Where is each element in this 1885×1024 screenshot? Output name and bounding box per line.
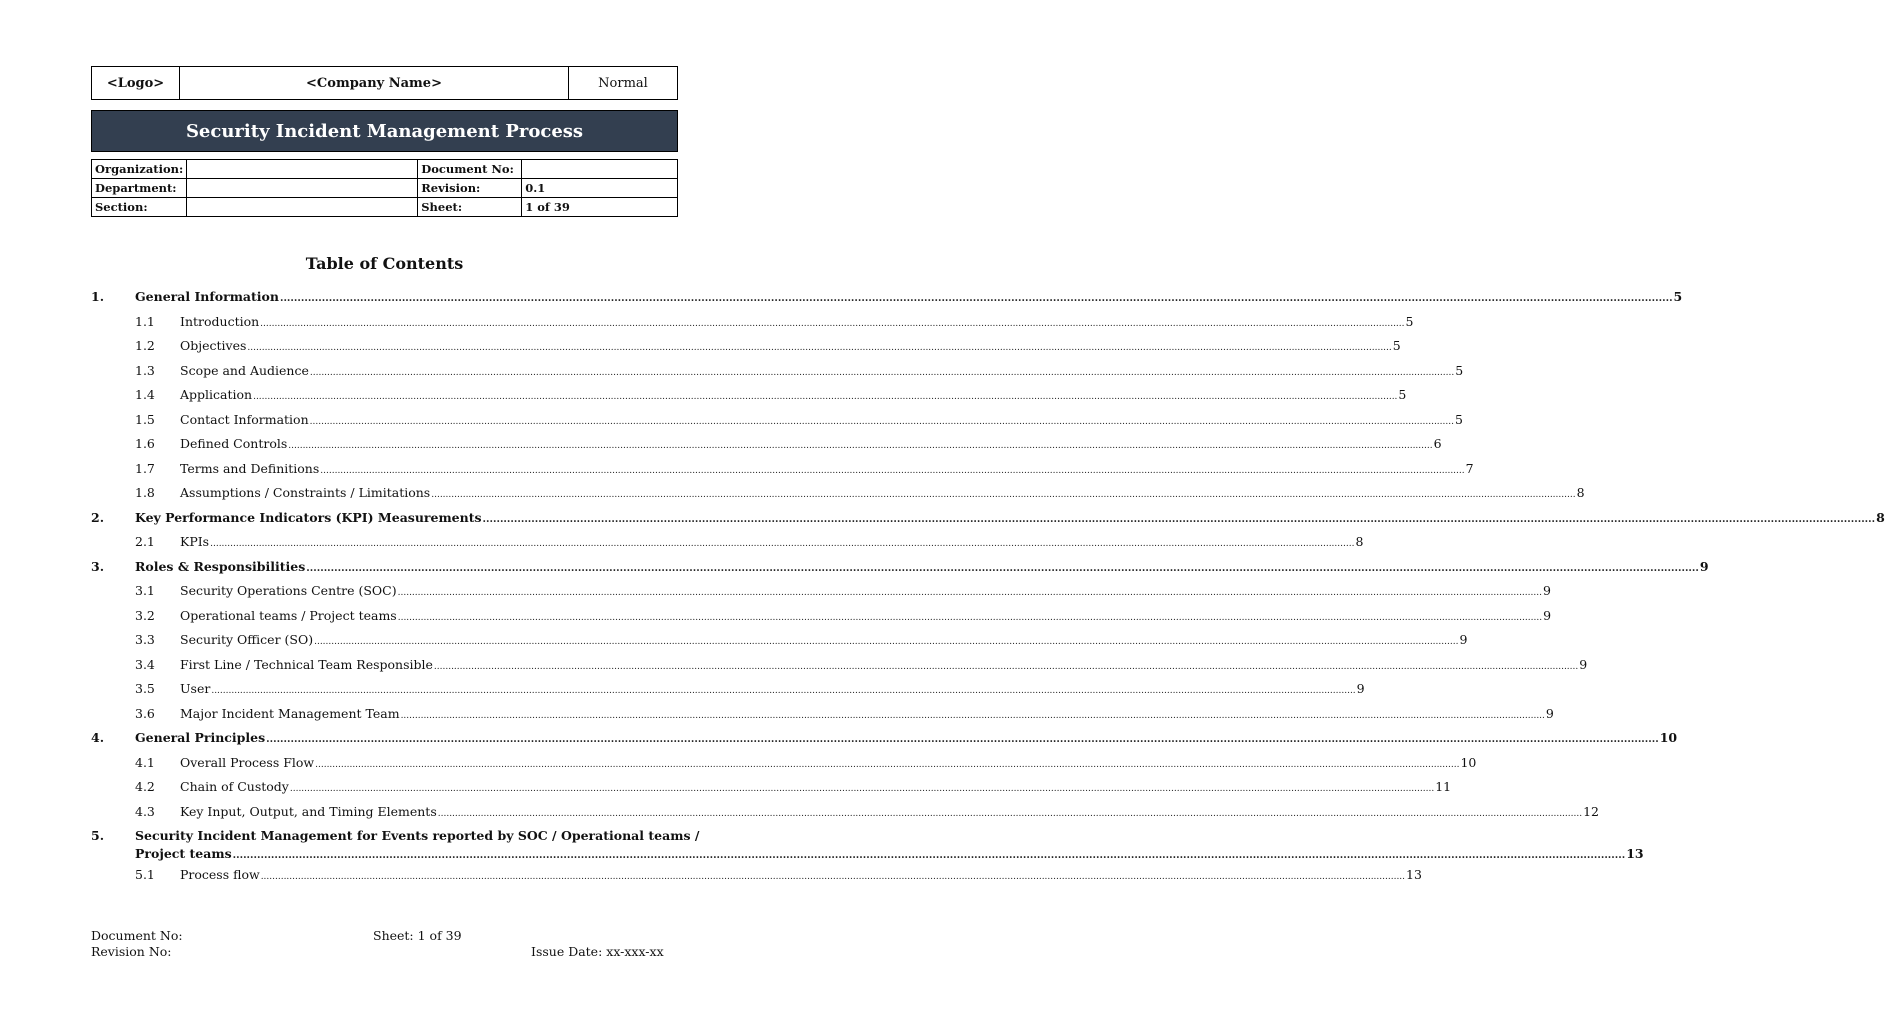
footer-revision-no: Revision No: <box>91 944 172 959</box>
toc-entry-label: Terms and Definitions <box>180 460 320 476</box>
toc-entry-number: 3.6 <box>135 705 155 721</box>
toc-entry[interactable] <box>91 460 1474 486</box>
toc-leader-dots: ................................................................................................................................................................................................................................................................................................................................................................................................................ <box>437 808 1583 819</box>
toc-entry-label: Key Performance Indicators (KPI) Measurements <box>135 509 482 525</box>
toc-entry-page: 6 <box>1433 436 1442 451</box>
toc-entry-number: 3.1 <box>135 583 155 598</box>
toc-entry-label: Defined Controls <box>180 436 288 451</box>
toc-leader-dots: ................................................................................................................................................................................................................................................................................................................................................................................................................ <box>309 367 1455 378</box>
department-value <box>187 179 418 198</box>
section-label: Section: <box>92 198 187 217</box>
toc-leader-dots: ................................................................................................................................................................................................................................................................................................................................................................................................................ <box>397 612 1543 623</box>
classification-label: Normal <box>598 75 648 91</box>
meta-row <box>92 179 678 198</box>
toc-leader-dots: ................................................................................................................................................................................................................................................................................................................................................................................................................ <box>320 465 1465 476</box>
toc-entry[interactable] <box>91 828 1644 861</box>
document-no-label: Document No: <box>418 160 522 179</box>
toc-leader-dots: ................................................................................................................................................................................................................................................................................................................................................................................................................ <box>211 686 1356 696</box>
toc-entry-page: 5 <box>1454 411 1463 427</box>
toc-leader-dots: ................................................................................................................................................................................................................................................................................................................................................................................................................ <box>260 872 1406 882</box>
toc-entry-page: 13 <box>1626 846 1644 861</box>
toc-entry-page: 9 <box>1356 681 1365 696</box>
toc-leader-dots: ................................................................................................................................................................................................................................................................................................................................................................................................................ <box>431 490 1576 500</box>
toc-entry-label: First Line / Technical Team Responsible <box>180 656 433 672</box>
toc-entry-number: 3.4 <box>135 656 155 672</box>
toc-entry-number: 1.4 <box>135 387 155 402</box>
document-meta-table <box>91 159 678 217</box>
toc-entry[interactable] <box>91 632 1468 657</box>
toc-title: Table of Contents <box>305 254 464 273</box>
toc-entry-label: KPIs <box>180 534 210 549</box>
toc-entry[interactable] <box>91 387 1407 412</box>
toc-entry[interactable] <box>91 362 1464 388</box>
toc-entry-label: General Information <box>135 289 279 304</box>
document-title: Security Incident Management Process <box>91 110 678 152</box>
toc-entry-label: Scope and Audience <box>180 362 309 378</box>
toc-entry[interactable] <box>91 338 1401 363</box>
toc-entry-number: 3.2 <box>135 607 155 623</box>
toc-entry-number: 1.1 <box>135 313 155 329</box>
meta-row <box>92 198 678 217</box>
document-no-value <box>522 160 678 179</box>
toc-entry-label: Chain of Custody <box>180 779 289 794</box>
toc-entry[interactable] <box>91 754 1477 780</box>
toc-entry-label: Security Operations Centre (SOC) <box>180 583 397 598</box>
toc-leader-dots: ................................................................................................................................................................................................................................................................................................................................................................................................................ <box>279 293 1673 304</box>
toc-entry[interactable] <box>91 509 1885 535</box>
toc-entry[interactable] <box>91 803 1599 829</box>
sheet-value: 1 of 39 <box>522 198 678 217</box>
toc-entry-page: 5 <box>1455 362 1464 378</box>
toc-entry-number: 4.2 <box>135 779 155 794</box>
toc-entry[interactable] <box>91 730 1678 755</box>
footer-document-no: Document No: <box>91 928 183 943</box>
toc-leader-dots: ................................................................................................................................................................................................................................................................................................................................................................................................................ <box>266 734 1659 745</box>
toc-entry-number: 3.5 <box>135 681 155 696</box>
toc-entry[interactable] <box>91 867 1422 892</box>
toc-entry-number: 4.3 <box>135 803 155 819</box>
toc-entry-label: User <box>180 681 211 696</box>
toc-entry-number: 1.7 <box>135 460 155 476</box>
toc-entry-number: 4.1 <box>135 754 155 770</box>
toc-entry-page: 7 <box>1465 460 1474 476</box>
toc-entry-page: 8 <box>1876 509 1885 525</box>
toc-entry-number: 5. <box>91 828 105 843</box>
toc-leader-dots: ................................................................................................................................................................................................................................................................................................................................................................................................................ <box>482 513 1876 525</box>
toc-entry[interactable] <box>91 436 1442 461</box>
toc-entry-page: 9 <box>1542 583 1551 598</box>
toc-leader-dots: ................................................................................................................................................................................................................................................................................................................................................................................................................ <box>306 562 1699 574</box>
toc-leader-dots: ................................................................................................................................................................................................................................................................................................................................................................................................................ <box>315 759 1460 770</box>
toc-entry-page: 9 <box>1543 607 1552 623</box>
toc-entry-number: 1. <box>91 289 105 304</box>
toc-entry-page: 10 <box>1460 754 1477 770</box>
toc-entry-label: Security Officer (SO) <box>180 632 314 647</box>
toc-entry-label: Major Incident Management Team <box>180 705 400 721</box>
department-label: Department: <box>92 179 187 198</box>
toc-entry-page: 5 <box>1392 338 1401 353</box>
toc-entry-label: Key Input, Output, and Timing Elements <box>180 803 437 819</box>
toc-leader-dots: ................................................................................................................................................................................................................................................................................................................................................................................................................ <box>309 416 1454 427</box>
header-box <box>91 66 678 100</box>
toc-leader-dots: ................................................................................................................................................................................................................................................................................................................................................................................................................ <box>289 784 1435 794</box>
toc-entry-label: Operational teams / Project teams <box>180 607 397 623</box>
toc-entry-label: Security Incident Management for Events reported by SOC / Operational teams / <box>135 828 700 843</box>
toc-entry-label: Assumptions / Constraints / Limitations <box>180 485 431 500</box>
toc-entry[interactable] <box>91 656 1588 682</box>
toc-leader-dots: ................................................................................................................................................................................................................................................................................................................................................................................................................ <box>260 318 1405 329</box>
toc-entry-label: General Principles <box>135 730 266 745</box>
toc-entry-page: 5 <box>1405 313 1414 329</box>
toc-entry-page: 5 <box>1398 387 1407 402</box>
toc-leader-dots: ................................................................................................................................................................................................................................................................................................................................................................................................................ <box>397 588 1542 598</box>
toc-entry-number: 2. <box>91 509 105 525</box>
meta-row <box>92 160 678 179</box>
toc-entry[interactable] <box>91 289 1683 314</box>
table-of-contents <box>91 289 1885 892</box>
toc-entry-page: 11 <box>1435 779 1452 794</box>
toc-entry-page: 8 <box>1355 534 1364 549</box>
toc-entry-number: 3.3 <box>135 632 155 647</box>
toc-entry-label: Application <box>180 387 253 402</box>
toc-entry[interactable] <box>91 607 1552 633</box>
toc-leader-dots: ................................................................................................................................................................................................................................................................................................................................................................................................................ <box>400 710 1545 721</box>
document-page <box>91 66 1885 892</box>
toc-entry[interactable] <box>91 313 1414 339</box>
toc-entry-label-continued: Project teams <box>135 846 232 861</box>
revision-label: Revision: <box>418 179 522 198</box>
toc-entry-number: 1.8 <box>135 485 155 500</box>
toc-entry-label: Roles & Responsibilities <box>135 558 306 574</box>
toc-leader-dots: ................................................................................................................................................................................................................................................................................................................................................................................................................ <box>288 441 1433 451</box>
toc-entry-page: 5 <box>1673 289 1683 304</box>
logo-placeholder: <Logo> <box>92 67 180 99</box>
organization-label: Organization: <box>92 160 187 179</box>
toc-entry-number: 3. <box>91 558 105 574</box>
toc-entry-number: 1.5 <box>135 411 155 427</box>
toc-entry-page: 12 <box>1583 803 1599 819</box>
footer-sheet: Sheet: 1 of 39 <box>373 928 462 943</box>
toc-entry[interactable] <box>91 779 1452 804</box>
toc-entry[interactable] <box>91 558 1709 584</box>
toc-entry-label: Contact Information <box>180 411 309 427</box>
toc-leader-dots: ................................................................................................................................................................................................................................................................................................................................................................................................................ <box>253 392 1398 402</box>
toc-entry[interactable] <box>91 534 1364 559</box>
toc-entry-number: 1.3 <box>135 362 155 378</box>
toc-entry-label: Overall Process Flow <box>180 754 315 770</box>
toc-leader-dots: ................................................................................................................................................................................................................................................................................................................................................................................................................ <box>433 661 1579 672</box>
toc-entry[interactable] <box>91 485 1585 510</box>
toc-entry[interactable] <box>91 411 1463 437</box>
toc-entry-number: 4. <box>91 730 105 745</box>
toc-entry[interactable] <box>91 681 1365 706</box>
footer-issue-date: Issue Date: xx-xxx-xx <box>531 944 664 959</box>
toc-entry-page: 10 <box>1659 730 1678 745</box>
toc-entry[interactable] <box>91 705 1554 731</box>
toc-entry-number: 5.1 <box>135 867 155 882</box>
toc-leader-dots: ................................................................................................................................................................................................................................................................................................................................................................................................................ <box>232 850 1626 861</box>
toc-entry-number: 1.2 <box>135 338 155 353</box>
toc-entry-page: 9 <box>1579 656 1588 672</box>
toc-entry-number: 2.1 <box>135 534 155 549</box>
section-value <box>187 198 418 217</box>
toc-entry-page: 8 <box>1576 485 1585 500</box>
organization-value <box>187 160 418 179</box>
sheet-label: Sheet: <box>418 198 522 217</box>
toc-leader-dots: ................................................................................................................................................................................................................................................................................................................................................................................................................ <box>210 539 1355 549</box>
revision-value: 0.1 <box>522 179 678 198</box>
toc-entry-number: 1.6 <box>135 436 155 451</box>
toc-entry-page: 9 <box>1699 558 1709 574</box>
company-name: <Company Name> <box>180 67 569 99</box>
toc-entry-page: 13 <box>1406 867 1422 882</box>
toc-leader-dots: ................................................................................................................................................................................................................................................................................................................................................................................................................ <box>314 637 1459 647</box>
toc-leader-dots: ................................................................................................................................................................................................................................................................................................................................................................................................................ <box>247 343 1392 353</box>
toc-entry-label: Objectives <box>180 338 247 353</box>
toc-entry[interactable] <box>91 583 1551 608</box>
toc-entry-label: Process flow <box>180 867 260 882</box>
toc-entry-label: Introduction <box>180 313 260 329</box>
toc-entry-page: 9 <box>1459 632 1468 647</box>
toc-entry-page: 9 <box>1545 705 1554 721</box>
